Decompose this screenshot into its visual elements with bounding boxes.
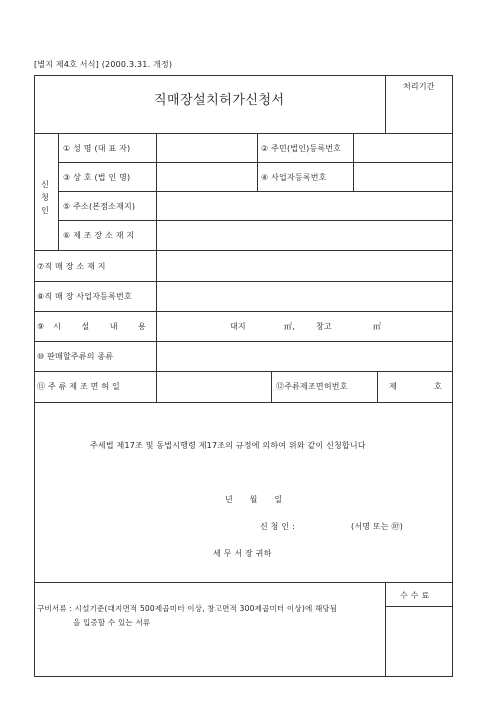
form-title: 직매장설치허가신청서	[154, 93, 285, 108]
form-number-label: [별지 제4호 서식] (2000.3.31. 개정)	[34, 60, 173, 69]
row-divider	[34, 582, 453, 583]
license-date-label: ⑪ 주 류 제 조 면 허 일	[37, 382, 120, 391]
license-number-je: 제	[389, 382, 397, 391]
resident-number-label: ② 주민(법인)등록번호	[261, 144, 342, 153]
land-area-label: 대지	[230, 322, 246, 331]
processing-period-field[interactable]	[386, 96, 453, 133]
store-location-label: ⑦직 매 장 소 재 지	[37, 262, 106, 271]
license-number-ho: 호	[434, 382, 442, 391]
liquor-types-field[interactable]	[157, 342, 453, 371]
applicant-sign-label: 신 청 인 :	[260, 522, 295, 531]
business-registration-field[interactable]	[354, 163, 453, 191]
warehouse-area-unit: ㎡	[373, 322, 382, 331]
addressee: 세 무 서 장 귀하	[213, 549, 272, 558]
business-registration-label: ④ 사업자등록번호	[261, 173, 327, 182]
facility-label: ⑨시 설 내 용	[37, 322, 155, 331]
address-label: ⑤ 주소(본점소재지)	[63, 202, 136, 211]
col-divider	[58, 133, 59, 250]
fee-field[interactable]	[386, 607, 453, 677]
applicant-group-label: 신 청 인	[41, 180, 49, 215]
store-location-field[interactable]	[157, 251, 453, 281]
processing-period-label: 처리기간	[403, 82, 435, 91]
store-business-registration-label: ⑧직 매 장 사업자등록번호	[37, 292, 132, 301]
col-divider	[377, 371, 378, 402]
applicant-sign-field[interactable]	[306, 516, 346, 534]
warehouse-area-label: 창고	[316, 322, 332, 331]
factory-location-field[interactable]	[157, 221, 453, 250]
store-business-registration-field[interactable]	[157, 282, 453, 311]
row-divider	[34, 402, 453, 403]
land-area-unit: ㎡,	[284, 322, 295, 331]
name-label: ① 성 명 (대 표 자)	[63, 144, 131, 153]
row-divider	[34, 311, 453, 312]
license-date-field[interactable]	[157, 372, 271, 402]
license-number-field[interactable]	[400, 374, 428, 398]
warehouse-area-field[interactable]	[338, 314, 370, 338]
factory-location-label: ⑥ 제 조 장 소 재 지	[63, 231, 135, 240]
trade-name-field[interactable]	[157, 163, 257, 191]
name-field[interactable]	[157, 134, 257, 162]
resident-number-field[interactable]	[354, 134, 453, 162]
fee-label: 수 수 료	[400, 591, 430, 600]
col-divider	[271, 371, 272, 402]
date-line: 년 월 일	[225, 495, 283, 504]
declaration-text: 주세법 제17조 및 동법시행령 제17조의 규정에 의하여 위와 같이 신청합니다	[90, 441, 366, 450]
liquor-types-label: ⑩ 판매할주류의 종류	[37, 352, 114, 361]
col-divider	[257, 133, 258, 191]
trade-name-label: ③ 상 호 (법 인 명)	[63, 173, 131, 182]
land-area-field[interactable]	[250, 314, 280, 338]
required-documents-line1: 구비서류 : 시설기준(대지면적 500제곱미터 이상, 창고면적 300제곱미터 이상)에 해당됨	[37, 604, 338, 613]
address-field[interactable]	[157, 192, 453, 220]
required-documents-line2: 을 입증할 수 있는 서류	[73, 618, 151, 627]
license-number-label: ⑫주류제조면허번호	[276, 382, 348, 391]
signature-note: (서명 또는 ㊞)	[351, 522, 404, 531]
